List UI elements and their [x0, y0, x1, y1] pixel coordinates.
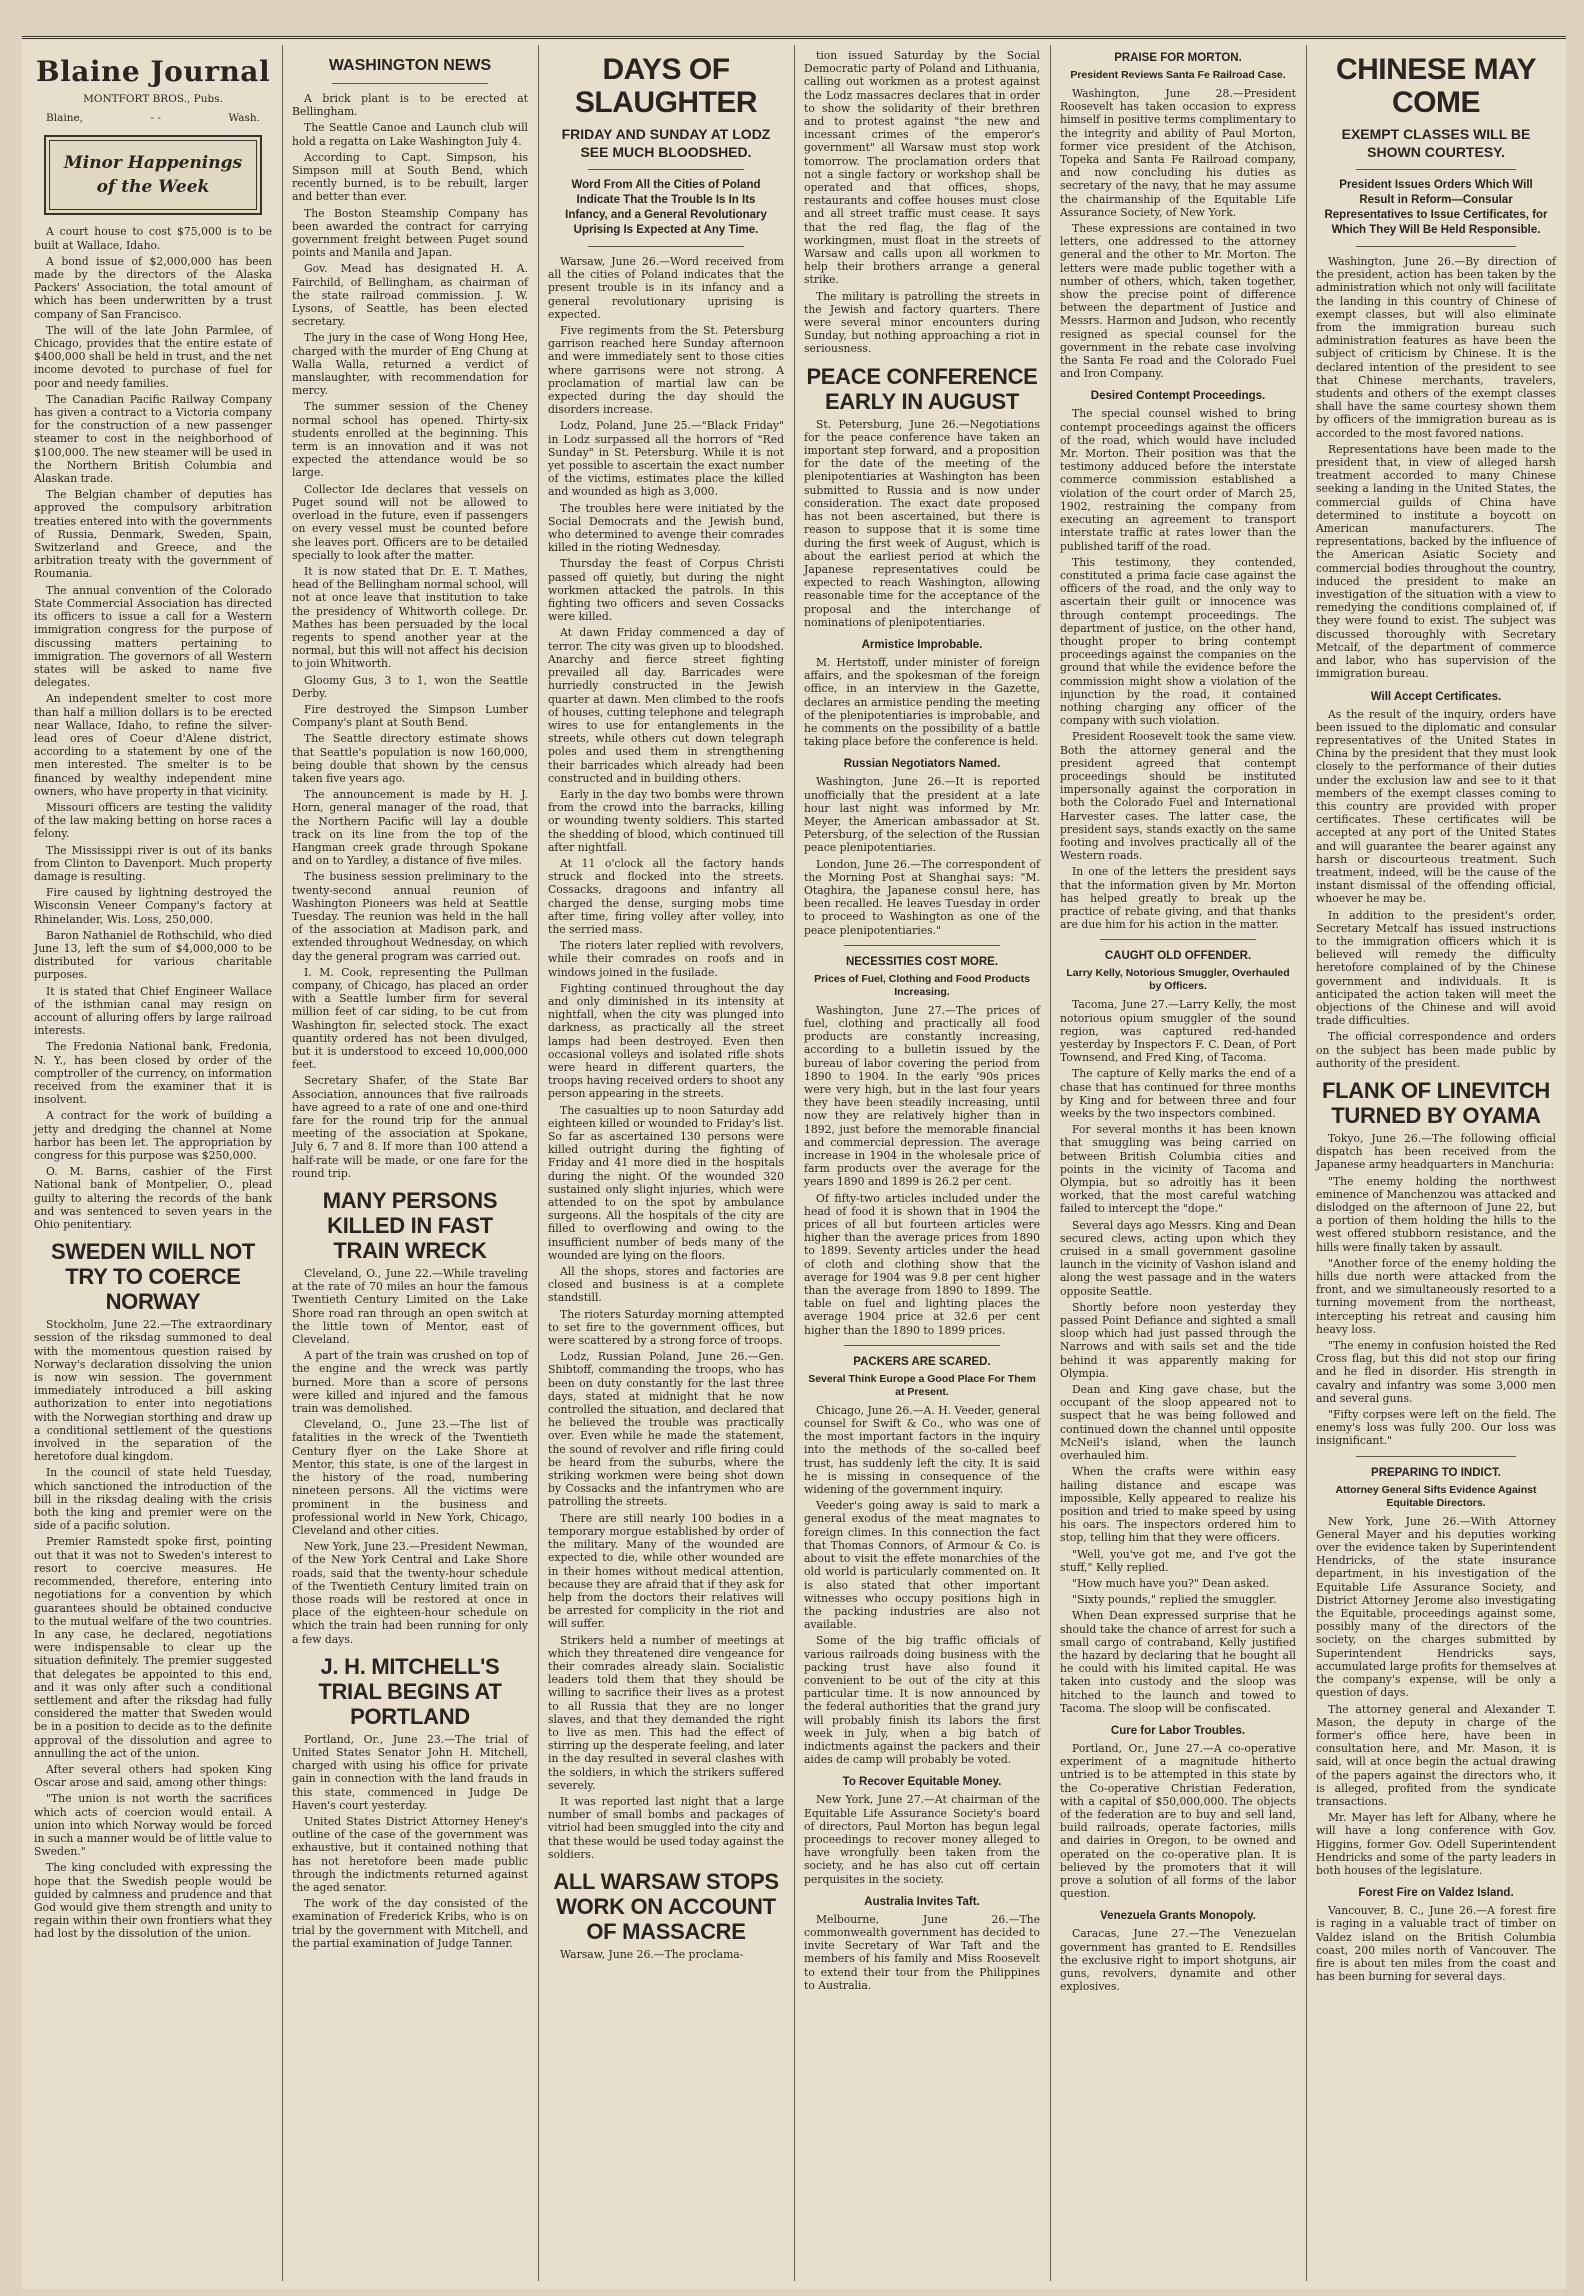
paragraph: "Fifty corpses were left on the field. The enemy's loss was fully 200. Our loss was insignificant." [1316, 1408, 1556, 1448]
headline-packers: PACKERS ARE SCARED. [853, 1355, 991, 1368]
paragraph: The rioters Saturday morning attempted to set fire to the government offices, but were scattered by a strong force of troops. [548, 1307, 784, 1348]
paragraph: A contract for the work of building a jetty and dredging the channel at Nome harbor has been let. The appropriation by congress for this purpose was $250,000. [34, 1109, 272, 1163]
divider [1356, 246, 1516, 247]
paragraph: The Seattle directory estimate shows that Seattle's population is now 160,000, being double that shown by the census taken five years ago. [292, 732, 528, 785]
paragraph: Stockholm, June 22.—The extraordinary session of the riksdag summoned to deal with the momentous question raised by Norway's declaration dissolving the union is now win session. The government immediately introduced a bill asking authorization to enter into negotiations with the Norwegian storthing and draw up a conditional settlement of the questions involved in the separation of the heretofore dual kingdom. [34, 1318, 272, 1464]
subhead-equitable-money: To Recover Equitable Money. [842, 1776, 1002, 1789]
masthead-location [46, 112, 260, 125]
paragraph: All the shops, stores and factories are closed and business is at a complete standstill. [548, 1265, 784, 1305]
paragraph: "How much have you?" Dean asked. [1072, 1576, 1270, 1590]
paragraph: The summer session of the Cheney normal school has opened. Thirty-six students enrolled at the beginning. This term is an innovation and it was not expected the attendance would be so large. [292, 400, 528, 480]
divider [1356, 1456, 1516, 1457]
paragraph: Chicago, June 26.—A. H. Veeder, general counsel for Swift & Co., who was one of the most important factors in the inquiry into the methods of the so-called beef trust, has suddenly left the city. It is said he is missing in consequence of the widening of the government inquiry. [804, 1403, 1040, 1497]
headline-train-wreck: MANY PERSONS KILLED IN FAST TRAIN WRECK [322, 1188, 498, 1264]
article-body [292, 92, 528, 1180]
subhead-packers: Several Think Europe a Good Place For Them at Present. [808, 1372, 1036, 1398]
subhead-lodz: FRIDAY AND SUNDAY AT LODZ SEE MUCH BLOODSHED. [561, 126, 771, 160]
paragraph: Melbourne, June 26.—The commonwealth government has decided to invite Secretary of War Taft and the members of his family and Miss Roosevelt to extend their tour from the Philippines to Australia. [804, 1912, 1040, 1992]
column-rule [538, 45, 539, 2281]
paragraph: President Roosevelt took the same view. Both the attorney general and the president agreed that contempt proceedings should be instituted impersonally against the corporation in both the Colorado Fuel and International Harvester cases. The latter case, the president says, stands exactly on the same footing and involves practically all of the Western roads. [1060, 730, 1296, 863]
paragraph: The jury in the case of Wong Hong Hee, charged with the murder of Eng Chung at Walla Walla, returned a verdict of manslaughter, with recommendation for mercy. [292, 331, 528, 398]
paragraph: The rioters later replied with revolvers, while their comrades on roofs and in windows joined in the fusilade. [548, 939, 784, 979]
masthead-sep: - - [150, 112, 161, 125]
article-body [804, 1404, 1040, 1766]
paragraph: Tacoma, June 27.—Larry Kelly, the most notorious opium smuggler of the sound region, was captured red-handed yesterday by Inspectors F. C. Dean, of Port Townsend, and Fred King, of Tacoma. [1060, 998, 1296, 1065]
paragraph: This testimony, they contended, constituted a prima facie case against the officers of the road, and the only way to ascertain their guilt or innocence was through contempt proceedings. The department of justice, on the other hand, thought proper to bring contempt proceedings against the companies on the ground that while the evidence before the commission might show a violation of the injunction by the road, it contained nothing charging any officer of the company with such violation. [1060, 555, 1296, 728]
article-body [548, 255, 784, 1861]
paragraph: Some of the big traffic officials of various railroads doing business with the packing trust have also found it convenient to be out of the city at this particular time. It is now announced by the federal authorities that the grand jury will probably finish its labors the first week in July, when a big batch of indictments against the packers and their aides de camp will probably be voted. [804, 1634, 1040, 1767]
divider [844, 945, 1000, 946]
paragraph: The business session preliminary to the twenty-second annual reunion of Washington Pioneers was held at Seattle Tuesday. The reunion was held in the hall of the association at Madison park, and extended throughout Wednesday, on which day the general program was carried out. [292, 870, 528, 963]
article-body [804, 1913, 1040, 1992]
paragraph: The Seattle Canoe and Launch club will hold a regatta on Lake Washington July 4. [292, 121, 528, 148]
paragraph: As the result of the inquiry, orders have been issued to the diplomatic and consular representatives of the United States in China by the president that they must look closely to the performance of their duties under the exclusion law and see to it that members of the exempt classes coming to this country are provided with proper certificates. These certificates will be accepted at any port of the United States and will guarantee the bearer against any harsh or discourteous treatment. Such treatment, indeed, will be the cause of the instant dismissal of the offending official, whoever he may be. [1316, 707, 1556, 906]
paragraph: "Sixty pounds," replied the smuggler. [1072, 1593, 1277, 1607]
article-body [804, 1793, 1040, 1885]
paragraph: Vancouver, B. C., June 26.—A forest fire is raging in a valuable tract of timber on Valdez island on the British Columbia coast, 200 miles north of Vancouver. The fire is about ten miles from the coast and has been burning for several days. [1316, 1904, 1556, 1984]
headline-necessities: NECESSITIES COST MORE. [845, 955, 999, 968]
paragraph: The Canadian Pacific Railway Company has given a contract to a Victoria company for the construction of a new passenger steamer to cost in the neighborhood of $100,000. The new steamer will be used in the Northern British Columbia and Alaskan trade. [34, 392, 272, 486]
deck-chinese: President Issues Orders Which Will Result in Reform—Consular Representatives to Issue Certificates, for Which They Will Be Held Responsible. [1324, 179, 1548, 236]
article-body [34, 1318, 272, 1940]
headline-caught-offender: CAUGHT OLD OFFENDER. [1104, 950, 1252, 963]
article-body [34, 225, 272, 1231]
paragraph: The special counsel wished to bring contempt proceedings against the officers of the road, which would have included Mr. Morton. Their position was that the testimony adduced before the interstate commerce commission established a violation of the court order of March 25, 1902, restraining the company from executing an agreement to transport interstate traffic at rates lower than the published tariff of the road. [1060, 407, 1296, 553]
article-body [804, 775, 1040, 936]
column-rule [1306, 45, 1307, 2281]
masthead-title: Blaine Journal [35, 55, 271, 88]
paragraph: According to Capt. Simpson, his Simpson mill at South Bend, which recently burned, is to be rebuilt, larger and better than ever. [292, 150, 528, 204]
article-body [1060, 1742, 1296, 1900]
paragraph: These expressions are contained in two letters, one addressed to the attorney general and the other to Mr. Morton. The letters were made public together with a number of others, which, taken together, show the precise point of difference between the department of Justice and Messrs. Harmon and Judson, who recently resigned as special counsel for the government in the rebate case involving the Santa Fe road and the Colorado Fuel and Iron Company. [1060, 222, 1296, 381]
article-body [804, 418, 1040, 629]
paragraph: Missouri officers are testing the validity of the law making betting on horse races a felony. [34, 800, 272, 841]
paragraph: The Boston Steamship Company has been awarded the contract for carrying government freight between Puget sound points and Manila and Japan. [292, 206, 528, 260]
headline-warsaw-stops: ALL WARSAW STOPS WORK ON ACCOUNT OF MASSACRE [553, 1868, 779, 1944]
paragraph: Gloomy Gus, 3 to 1, won the Seattle Derby. [292, 673, 528, 700]
subhead-negotiators: Russian Negotiators Named. [843, 758, 1001, 771]
paragraph: "The enemy in confusion hoisted the Red Cross flag, but this did not stop our firing and he fled in disorder. His strength in cavalry and infantry was some 3,000 men and several guns. [1316, 1339, 1556, 1405]
column-rule [1050, 45, 1051, 2281]
paragraph: I. M. Cook, representing the Pullman company, of Chicago, has placed an order with a Seattle lumber firm for several million feet of car siding, to be cut from Washington fir, selected stock. The exact quantity ordered has not been divulged, but it is understood to exceed 10,000,000 feet. [292, 965, 528, 1072]
divider [588, 169, 744, 170]
paragraph: The troubles here were initiated by the Social Democrats and the Jewish bund, who determined to avenge their comrades killed in the rioting Wednesday. [548, 501, 784, 555]
article-body [1316, 708, 1556, 1070]
paragraph: Baron Nathaniel de Rothschild, who died June 13, left the sum of $4,000,000 to be distributed for various charitable purposes. [34, 928, 272, 982]
paragraph: In the council of state held Tuesday, which sanctioned the introduction of the bill in the riksdag dealing with the crisis both the king and premier were on the side of a pacific solution. [34, 1466, 272, 1533]
paragraph: The official correspondence and orders on the subject has been made public by authority of the president. [1316, 1030, 1556, 1070]
paragraph: Veeder's going away is said to mark a general exodus of the meat magnates to foreign climes. In this connection the fact that Thomas Connors, of Armour & Co. is about to visit the effete monarchies of the old world is particularly commented on. It is also stated that other important witnesses who occupy positions high in the packing industries are also not available. [804, 1499, 1040, 1632]
subhead-armistice: Armistice Improbable. [861, 638, 983, 651]
paragraph: Caracas, June 27.—The Venezuelan government has granted to E. Rendsilles the exclusive right to import shotguns, air guns, revolvers, dynamite and other explosives. [1060, 1927, 1296, 1994]
paragraph: United States District Attorney Heney's outline of the case of the government was exhaustive, but it contained nothing that has not heretofore been made public through the indictments returned against the aged senator. [292, 1814, 528, 1894]
paragraph: Portland, Or., June 23.—The trial of United States Senator John H. Mitchell, charged with using his office for private gain in connection with the land frauds in this state, commenced in Judge De Haven's court yesterday. [292, 1732, 528, 1812]
subhead-taft: Australia Invites Taft. [864, 1895, 980, 1908]
subhead-attorney-general: Attorney General Sifts Evidence Against Equitable Directors. [1335, 1483, 1537, 1509]
masthead-publishers: MONTFORT BROS., Pubs. [83, 93, 223, 105]
column-3 [540, 49, 792, 2279]
subhead-exempt-classes: EXEMPT CLASSES WILL BE SHOWN COURTESY. [1341, 126, 1531, 160]
paragraph: An independent smelter to cost more than half a million dollars is to be erected near Wallace, Idaho, to refine the silver-lead ores of Coeur d'Alene district, according to a statement by one of the men interested. The smelter is to be financed by wealthy independent mine owners, who have property in that vicinity. [34, 692, 272, 798]
paragraph: Fighting continued throughout the day and only diminished in its intensity at nightfall, when the city was plunged into darkness, as practically all the street lamps had been destroyed. Even then occasional volleys and isolated rifle shots were heard in different quarters, the troops having received orders to shoot any person appearing in the streets. [548, 981, 784, 1101]
paragraph: The Mississippi river is out of its banks from Clinton to Davenport. Much property damage is resulting. [34, 843, 272, 883]
paragraph: "Another force of the enemy holding the hills due north were attacked from the front, and we simultaneously resorted to a turning movement from the northeast, intercepting his retreat and causing him heavy loss. [1316, 1256, 1556, 1336]
paragraph: "The union is not worth the sacrifices which acts of coercion would entail. A union into which Norway would be forced in such a manner would be of little value to Sweden." [34, 1792, 272, 1859]
paragraph: New York, June 26.—With Attorney General Mayer and his deputies working over the evidence taken by Superintendent Hendricks, of the state insurance department, in his investigation of the Equitable Life Assurance Society, and District Attorney Jerome also investigating the Equitable, proceedings against some, possibly many of the directors of the society, on the charges submitted by Superintendent Hendricks says, accumulated large profits for themselves at the company's expense, will be only a question of days. [1316, 1514, 1556, 1700]
column-1 [26, 49, 280, 2279]
paragraph: Five regiments from the St. Petersburg garrison reached here Sunday afternoon and were immediately sent to those cities where garrisons were not strong. A proclamation of martial law can be expected during the day should the disorders increase. [548, 324, 784, 417]
divider [1100, 939, 1256, 940]
paragraph: Washington, June 28.—President Roosevelt has taken occasion to express himself in positive terms complimentary to the integrity and ability of Paul Morton, former vice president of the Atchison, Topeka and Santa Fe Railroad company, and now concluding his duties as secretary of the navy, that he may assume the chairmanship of the Equitable Life Assurance Society, of New York. [1060, 87, 1296, 219]
column-4 [796, 49, 1048, 2279]
paragraph: London, June 26.—The correspondent of the Morning Post at Shanghai says: "M. Otaghira, the Japanese consul here, has been recalled. He leaves Tuesday in order to proceed to Washington as one of the peace plenipotentiaries." [804, 857, 1040, 937]
article-body [804, 1004, 1040, 1337]
paragraph: St. Petersburg, June 26.—Negotiations for the peace conference have taken an important step forward, and a proposition for the date of the meeting of the plenipotentiaries at Washington has been submitted to Russia and is now under consideration. The exact date proposed has not been ascertained, but there is reason to suppose that it is some time during the first week of August, which is about the earliest period at which the Japanese representatives could be expected to reach Washington, allowing reasonable time for the acceptance of the proposal and the interchange of nominations of plenipotentiaries. [804, 417, 1040, 629]
paragraph: Early in the day two bombs were thrown from the crowd into the barracks, killing or wounding twenty soldiers. This started the shedding of blood, which continued till after nightfall. [548, 787, 784, 854]
paragraph: "Well, you've got me, and I've got the stuff," Kelly replied. [1060, 1547, 1296, 1574]
paragraph: It is now stated that Dr. E. T. Mathes, head of the Bellingham normal school, will not at once leave that institution to take the presidency of Whitworth college. Dr. Mathes has been persuaded by the local regents to spend another year at the normal, but this will not affect his decision to join Whitworth. [292, 564, 528, 671]
paragraph: Premier Ramstedt spoke first, pointing out that it was not to Sweden's interest to resort to coercive measures. He recommended, therefore, entering into negotiations for a convention by which guarantees should be obtained conducive to the mutual welfare of the two countries. In any case, he declared, negotiations were indispensable to clear up the situation definitely. The premier suggested that delegates be appointed to this end, and it was only after such a conditional settlement and after the riksdag had fully considered the matter that Sweden would be in a position to decide as to the definite approval of the dissolution and agree to annulling the act of the union. [34, 1535, 272, 1760]
divider [588, 246, 744, 247]
headline-chinese-may-come: CHINESE MAY COME [1335, 53, 1537, 119]
paragraph: Lodz, Russian Poland, June 26.—Gen. Shibtoff, commanding the troops, who has been on duty constantly for the last three days, stated at midnight that he now controlled the situation, and declared that he believed the trouble was practically over. Even while he made the statement, the sound of revolver and rifle firing could be heard from the suburbs, where the striking workmen were being shot down by Cossacks and the infantrymen who are patrolling the streets. [548, 1350, 784, 1509]
paragraph: The attorney general and Alexander T. Mason, the deputy in charge of the former's office here, have been in consultation here, and Mr. Mason, it is said, will at once begin the actual drawing of the papers against the directors who, it is alleged, profited from the syndicate transactions. [1316, 1702, 1556, 1808]
divider [1356, 169, 1516, 170]
minor-happenings-banner [44, 135, 262, 215]
article-body [1316, 255, 1556, 681]
article-body [1060, 1927, 1296, 1993]
article-body [292, 1267, 528, 1646]
paragraph: Representations have been made to the president that, in view of alleged harsh treatment accorded to many Chinese seeking a landing in the United States, the commercial guilds of China have determined to institute a boycott on American manufacturers. The representations, backed by the influence of the American Asiatic Society and commercial bodies throughout the country, induced the president to make an investigation of the situation with a view to remedying the conditions complained of, if they were found to exist. The subject was discussed thoroughly with Secretary Metcalf, of the department of commerce and labor, who has supervision of the immigration bureau. [1316, 442, 1556, 681]
paragraph: Strikers held a number of meetings at which they threatened dire vengeance for their comrades already slain. Socialistic leaders told them that they should be willing to sacrifice their lives as a protest to all Russia that they are no longer slaves, and that they demanded the right to live as men. This had the effect of stirring up the desperate feeling, and later in the day resulted in several clashes with the soldiers, in which the strikers suffered severely. [548, 1633, 784, 1792]
paragraph: tion issued Saturday by the Social Democratic party of Poland and Lithuania, calling out workmen as a protest against the Lodz massacres declares that in order to show the solidarity of their brethren and to protest against "the new and incessant crimes of the emperor's government" all Warsaw must stop work tomorrow. The proclamation orders that not a single factory or workshop shall be operated and that offices, shops, restaurants and coffee houses must close and all street traffic must cease. It says that the red flag, the flag of the workingmen, must float in the streets of Warsaw and calls upon all workmen to help their brothers arrange a general strike. [804, 49, 1040, 287]
headline-preparing-indict: PREPARING TO INDICT. [1371, 1466, 1501, 1479]
subhead-prices: Prices of Fuel, Clothing and Food Products Increasing. [814, 972, 1030, 998]
paragraph: In addition to the president's order, Secretary Metcalf has issued instructions to the immigration officers which it is believed will remedy the difficulty heretofore complained of by the Chinese government and individuals. It is anticipated the action taken will meet the objections of the Chinese and will avoid trade difficulties. [1316, 908, 1556, 1028]
article-body [292, 1733, 528, 1950]
paragraph: Lodz, Poland, June 25.—"Black Friday" in Lodz surpassed all the horrors of "Red Sunday" in St. Petersburg. While it is not yet possible to ascertain the exact number of the victims, estimates place the killed and wounded as high as 3,000. [548, 419, 784, 499]
paragraph: Several days ago Messrs. King and Dean secured clews, acting upon which they cruised in a small government gasoline launch in the vicinity of Vashon island and along the west passage and in the waters opposite Seattle. [1060, 1218, 1296, 1298]
paragraph: When the crafts were within easy hailing distance and escape was impossible, Kelly appeared to realize his position and tried to make speed by using his oars. The inspectors ordered him to stop, telling him that they were officers. [1060, 1465, 1296, 1545]
paragraph: A brick plant is to be erected at Bellingham. [292, 92, 528, 119]
paragraph: Dean and King gave chase, but the occupant of the sloop appeared not to suspect that he was being followed and continued down the channel until opposite McNeil's island, when the launch overhauled him. [1060, 1383, 1296, 1463]
article-body [1316, 1132, 1556, 1448]
paragraph: A part of the train was crushed on top of the engine and the wreck was partly burned. More than a score of persons were killed and injured and the famous train was demolished. [292, 1349, 528, 1416]
subhead-labor: Cure for Labor Troubles. [1110, 1724, 1246, 1737]
headline-days-of-slaughter: DAYS OF SLAUGHTER [574, 53, 758, 119]
paragraph: Warsaw, June 26.—The proclama- [560, 1947, 744, 1961]
paragraph: The work of the day consisted of the examination of Frederick Kribs, who is on trial by the government with Mitchell, and the partial examination of Judge Tanner. [292, 1897, 528, 1950]
masthead-state: Wash. [228, 112, 260, 125]
paragraph: Secretary Shafer, of the State Bar Association, announces that five railroads have agreed to a rate of one and one-third fare for the round trip for the annual meeting of the association at Spokane, July 6, 7 and 8. If more than 100 attend a half-rate will be made, or one fare for the round trip. [292, 1074, 528, 1180]
paragraph: It is stated that Chief Engineer Wallace of the isthmian canal may resign on account of alluring offers by large railroad interests. [34, 984, 272, 1038]
paragraph: Cleveland, O., June 22.—While traveling at the rate of 70 miles an hour the famous Twentieth Century Limited on the Lake Shore road ran through an open switch at the little town of Mentor, east of Cleveland. [292, 1267, 528, 1347]
divider [844, 1345, 1000, 1346]
paragraph: The Belgian chamber of deputies has approved the compulsory arbitration treaties entered into with the governments of Russia, Denmark, Sweden, Spain, Switzerland and Greece, and the arbitration treaty with the government of Roumania. [34, 488, 272, 581]
article-body [1060, 407, 1296, 931]
article-body [1316, 1515, 1556, 1877]
headline-praise-morton: PRAISE FOR MORTON. [1114, 52, 1242, 64]
paragraph: The casualties up to noon Saturday add eighteen killed or wounded to Friday's list. So far as ascertained 130 persons were killed outright during the fighting of Friday and 41 more died in the hospitals during the night. Of the wounded 320 sustained only slight injuries, which were attended to on the spot by ambulance surgeons. All the hospitals of the city are filled to overflowing and owing to the insufficient number of beds many of the wounded are lying on the floors. [548, 1103, 784, 1262]
paragraph: New York, June 23.—President Newman, of the New York Central and Lake Shore roads, said that the twenty-hour schedule of the Twentieth Century limited train on those roads will be restored at once in place of the eighteen-hour schedule on which the train had been running for only a few days. [292, 1540, 528, 1646]
paragraph: Washington, June 26.—It is reported unofficially that the president at a late hour last night was informed by Mr. Meyer, the American ambassador at St. Petersburg, of the selection of the Russian peace plenipotentiaries. [804, 775, 1040, 855]
article-body [804, 49, 1040, 356]
paragraph: Collector Ide declares that vessels on Puget sound will not be allowed to overload in the future, even if passengers on every vessel must be counted before she leaves port. Officers are to be detailed specially to look after the matter. [292, 482, 528, 562]
paragraph: The annual convention of the Colorado State Commercial Association has directed its officers to issue a call for a Western immigration congress for the purpose of discussing matters pertaining to immigration. The governors of all Western states will be asked to name five delegates. [34, 583, 272, 690]
paragraph: In one of the letters the president says that the information given by Mr. Morton has helped greatly to break up the practice of rebate giving, and that thanks are due him for his action in the matter. [1060, 865, 1296, 932]
deck-lodz: Word From All the Cities of Poland Indicate That the Trouble Is In Its Infancy, and a General Revolutionary Uprising Is Expected at Any Time. [565, 179, 767, 236]
paragraph: The will of the late John Parmlee, of Chicago, provides that the entire estate of $400,000 shall be held in trust, and the net income devoted to purchase of fuel for poor and needy families. [34, 323, 272, 390]
paragraph: Fire caused by lightning destroyed the Wisconsin Veneer Company's factory at Rhinelander, Wis. Loss, 250,000. [34, 886, 272, 926]
paragraph: Warsaw, June 26.—Word received from all the cities of Poland indicates that the present trouble is in its infancy and a general revolutionary uprising is expected. [548, 255, 784, 321]
column-5 [1052, 49, 1304, 2279]
headline-peace-conference: PEACE CONFERENCE EARLY IN AUGUST [806, 363, 1038, 414]
paragraph: A court house to cost $75,000 is to be built at Wallace, Idaho. [34, 225, 272, 252]
paragraph: There are still nearly 100 bodies in a temporary morgue established by order of the military. Many of the wounded are expected to die, while other wounded are in their homes without medical attention, because they are afraid that if they ask for help from the doctors their relatives will be arrested for complicity in the riot and will suffer. [548, 1511, 784, 1631]
paragraph: Washington, June 26.—By direction of the president, action has been taken by the administration which not only will facilitate the landing in this country of Chinese of exempt classes, but will also eliminate from the immigration bureau such administration features as have been the subject of criticism by Chinese. It is the declared intention of the president to see that Chinese merchants, travelers, students and others of the exempt classes shall have the same courtesy shown them by officers of the immigration bureau as is accorded to the most favored nations. [1316, 255, 1556, 440]
column-rule [794, 45, 795, 2281]
paragraph: The military is patrolling the streets in the Jewish and factory quarters. There were several minor encounters during Sunday, but nothing approaching a riot in seriousness. [804, 289, 1040, 356]
column-rule [282, 45, 283, 2281]
paragraph: Tokyo, June 26.—The following official dispatch has been received from the Japanese army headquarters in Manchuria: [1316, 1131, 1556, 1172]
subhead-forest-fire: Forest Fire on Valdez Island. [1358, 1887, 1514, 1900]
paragraph: When Dean expressed surprise that he should take the chance of arrest for such a small cargo of contraband, Kelly justified the hazard by declaring that he bought all he could with his limited capital. He was taken into custody and the sloop was hitched to the launch and towed to Tacoma. The sloop will be confiscated. [1060, 1609, 1296, 1715]
paragraph: Portland, Or., June 27.—A co-operative experiment of a magnitude hitherto untried is to be attempted in this state by the Co-operative Christian Federation, with a capital of $50,000,000. The objects of the federation are to buy and sell land, build railroads, operate factories, mills and dairies in Oregon, to be owned and operated on the co-operative plan. It is believed by the promoters that it will prove a solution of all forms of the labor question. [1060, 1741, 1296, 1901]
newspaper-page [22, 36, 1566, 2289]
subhead-santa-fe: President Reviews Santa Fe Railroad Case. [1070, 69, 1286, 81]
article-body [548, 1948, 784, 1961]
banner-title: Minor Happenings of the Week [49, 140, 257, 210]
paragraph: At dawn Friday commenced a day of terror. The city was given up to bloodshed. Anarchy and fierce street fighting prevailed all day. Barricades were hurriedly constructed in the Jewish quarter at dawn. Men climbed to the roofs of houses, cutting telephone and telegraph wires to use for entanglements in the streets, while others cut down telegraph poles and used them in strengthening their barricades which already had been constructed and in building others. [548, 626, 784, 785]
paragraph: A bond issue of $2,000,000 has been made by the directors of the Alaska Packers' Association, the total amount of which has been underwritten by a trust company of San Francisco. [34, 254, 272, 321]
column-6 [1308, 49, 1564, 2279]
article-body [804, 656, 1040, 748]
paragraph: O. M. Barns, cashier of the First National bank of Montpelier, O., plead guilty to altering the records of the bank and was sentenced to seven years in the Ohio penitentiary. [34, 1165, 272, 1232]
divider [332, 83, 488, 84]
paragraph: After several others had spoken King Oscar arose and said, among other things: [34, 1762, 272, 1790]
paragraph: Shortly before noon yesterday they passed Point Defiance and sighted a small sloop which had just passed through the Narrows and with sails set and the tide behind it was apparently making for Olympia. [1060, 1300, 1296, 1380]
paragraph: Cleveland, O., June 23.—The list of fatalities in the wreck of the Twentieth Century flyer on the Lake Shore at Mentor, this state, is one of the largest in the history of the road, numbering nineteen persons. All the victims were prominent in the business and professional world in New York, Chicago, Cleveland and other cities. [292, 1418, 528, 1537]
headline-mitchell-trial: J. H. MITCHELL'S TRIAL BEGINS AT PORTLAND [318, 1653, 502, 1729]
subhead-certificates: Will Accept Certificates. [1370, 690, 1502, 703]
paragraph: It was reported last night that a large number of small bombs and packages of vitriol had been smuggled into the city and that these would be used today against the soldiers. [548, 1794, 784, 1861]
paragraph: "The enemy holding the northwest eminence of Manchenzou was attacked and dislodged on the afternoon of June 22, but a portion of them holding the hills to the west offered stubborn resistance, and the hills were finally taken by assault. [1316, 1174, 1556, 1254]
masthead-town: Blaine, [46, 112, 84, 125]
paragraph: At 11 o'clock all the factory hands struck and flocked into the streets. Cossacks, dragoons and infantry all charged the dense, surging mobs time after time, firing volley after volley, into the serried mass. [548, 856, 784, 936]
paragraph: Gov. Mead has designated H. A. Fairchild, of Bellingham, as chairman of the state railroad commission. J. W. Lysons, of Seattle, has been elected secretary. [292, 262, 528, 329]
article-body [1060, 87, 1296, 380]
headline-flank-linevitch: FLANK OF LINEVITCH TURNED BY OYAMA [1321, 1077, 1551, 1128]
article-body [1060, 998, 1296, 1715]
paragraph: For several months it has been known that smuggling was being carried on between British Columbia cities and points in the vicinity of Tacoma and Olympia, but so adroitly has it been worked, that the most careful watching failed to intercept the "dope." [1060, 1123, 1296, 1216]
headline-sweden: SWEDEN WILL NOT TRY TO COERCE NORWAY [50, 1239, 256, 1315]
article-body [1316, 1904, 1556, 1983]
headline-washington-news: WASHINGTON NEWS [328, 57, 492, 74]
column-2 [284, 49, 536, 2279]
paragraph: The king concluded with expressing the hope that the Swedish people would be guided by calmness and prudence and that God would give them strength and unity to regain within their own frontiers what they had lost by the dissolution of the union. [34, 1861, 272, 1941]
paragraph: New York, June 27.—At chairman of the Equitable Life Assurance Society's board of directors, Paul Morton has begun legal proceedings to recover money alleged to have wrongfully been taken from the society, and he has also cut off certain perquisites in the society. [804, 1793, 1040, 1886]
paragraph: The capture of Kelly marks the end of a chase that has continued for three months by King and for between three and four weeks by the two inspectors combined. [1060, 1067, 1296, 1121]
paragraph: Washington, June 27.—The prices of fuel, clothing and practically all food products are constantly increasing, according to a bulletin issued by the bureau of labor covering the period from 1890 to 1904. In the early '90s prices were very high, but in the last four years they have been steadily increasing, until now they are relatively higher than in 1892, just before the memorable financial and commercial depression. The average increase in 1904 in the wholesale price of farm products over the average for the years 1890 and 1899 is 26.2 per cent. [804, 1003, 1040, 1189]
subhead-venezuela: Venezuela Grants Monopoly. [1100, 1910, 1256, 1923]
paragraph: Mr. Mayer has left for Albany, where he will have a long conference with Gov. Higgins, former Gov. Odell Superintendent Hendricks and some of the party leaders in both houses of the legislature. [1316, 1811, 1556, 1877]
paragraph: Of fifty-two articles included under the head of food it is shown that in 1904 the prices of all but fourteen articles were higher than the average prices from 1890 to 1899. Seventy articles under the head of cloth and clothing show that the average for 1904 was 9.8 per cent higher than the average from 1890 to 1899. The table on fuel and lighting places the average 1904 price at 32.6 per cent higher than the 1890 to 1899 prices. [804, 1191, 1040, 1337]
subhead-contempt: Desired Contempt Proceedings. [1090, 390, 1266, 403]
paragraph: Fire destroyed the Simpson Lumber Company's plant at South Bend. [292, 702, 528, 730]
subhead-larry-kelly: Larry Kelly, Notorious Smuggler, Overhauled by Officers. [1066, 967, 1290, 993]
paragraph: M. Hertstoff, under minister of foreign affairs, and the spokesman of the foreign office, in an interview in the Gazette, declares an armistice pending the meeting of the plenipotentiaries is improbable, and he comments on the possibility of a battle taking place before the conference is held. [804, 655, 1040, 749]
paragraph: Thursday the feast of Corpus Christi passed off quietly, but during the night workmen attacked the patrols. In this fighting two officers and seven Cossacks were killed. [548, 557, 784, 624]
paragraph: The announcement is made by H. J. Horn, general manager of the road, that the Northern Pacific will lay a double track on its line from the top of the Hangman creek grade through Spokane and on to Yardley, a distance of five miles. [292, 788, 528, 868]
paragraph: The Fredonia National bank, Fredonia, N. Y., has been closed by order of the comptroller of the currency, on information received from the examiner that it is insolvent. [34, 1040, 272, 1107]
